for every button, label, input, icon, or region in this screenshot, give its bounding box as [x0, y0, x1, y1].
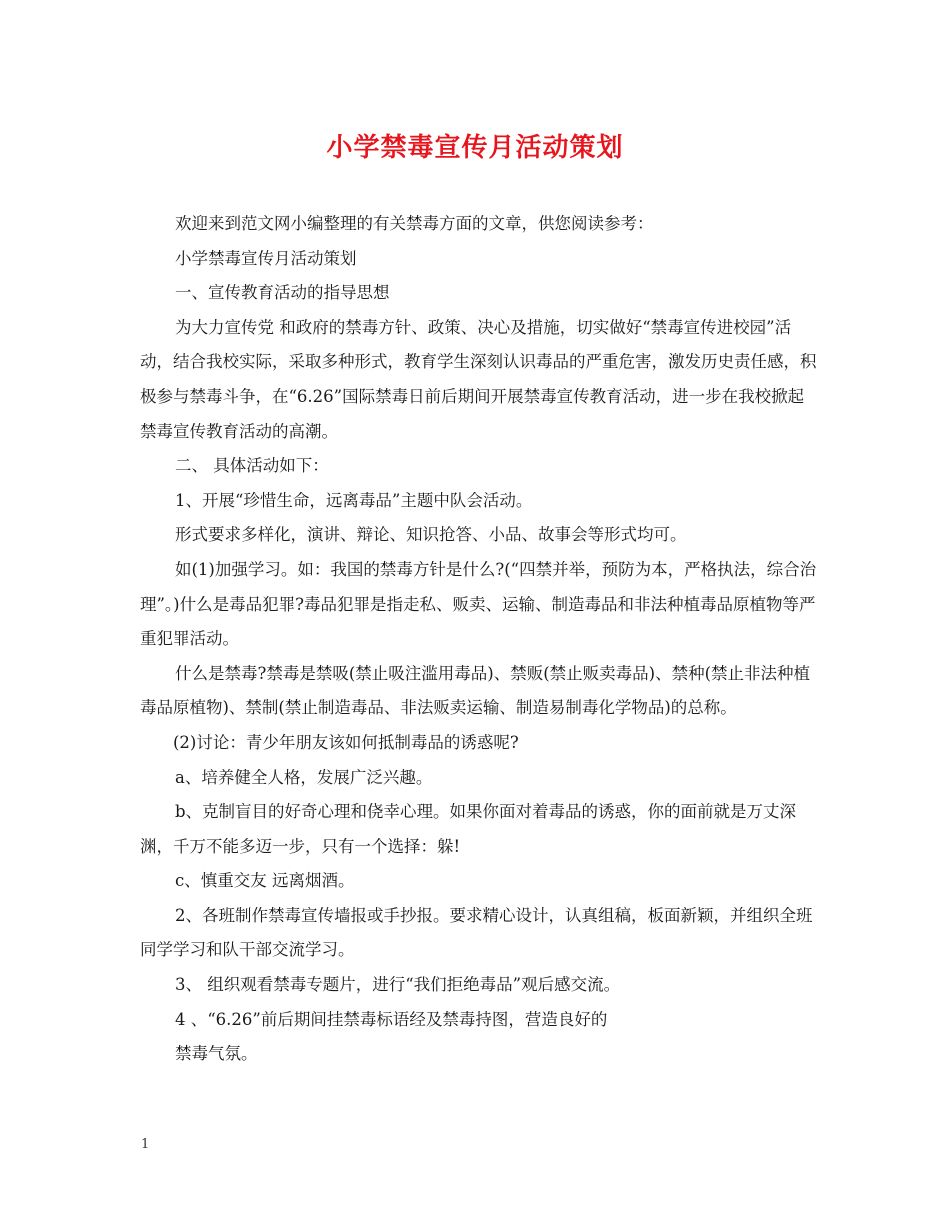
list-item-c: c、慎重交友 远离烟酒。: [175, 871, 355, 891]
document-title: 小学禁毒宣传月活动策划: [326, 133, 624, 163]
list-item-3: 3、 组织观看禁毒专题片，进行“我们拒绝毒品”观后感交流。: [175, 975, 621, 995]
paragraph-guiding-thought: 为大力宣传党 和政府的禁毒方针、政策、决心及措施，切实做好“禁毒宣传进校园”活动，结合我校实际，采取多种形式，教育学生深刻认识毒品的严重危害，激发历史责任感，积极参与禁毒斗争，在“6.26”国际禁毒日前后期间开展禁毒宣传教育活动，进一步在我校掀起禁毒宣传教育活动的高潮。: [140, 317, 817, 441]
list-item-2: 2、各班制作禁毒宣传墙报或手抄报。要求精心设计，认真组稿，板面新颖，并组织全班同学学习和队干部交流学习。: [140, 905, 813, 960]
document-body: [140, 207, 820, 1072]
section-heading-1: 一、宣传教育活动的指导思想: [175, 283, 390, 303]
paragraph-subtitle: 小学禁毒宣传月活动策划: [175, 248, 357, 268]
section-heading-2: 二、 具体活动如下：: [175, 456, 329, 476]
list-item-b: b、克制盲目的好奇心理和侥幸心理。如果你面对着毒品的诱惑，你的面前就是万丈深渊，千万不能多迈一步，只有一个选择：躲!: [140, 802, 797, 856]
list-item-a: a、培养健全人格，发展广泛兴趣。: [175, 767, 433, 787]
paragraph-intro: 欢迎来到范文网小编整理的有关禁毒方面的文章，供您阅读参考：: [175, 214, 654, 233]
list-item-1: 1、开展“珍惜生命，远离毒品”主题中队会活动。: [175, 490, 533, 510]
paragraph-definition: 什么是禁毒?禁毒是禁吸(禁止吸注滥用毒品)、禁贩(禁止贩卖毒品)、禁种(禁止非法种植毒品原植物)、禁制(禁止制造毒品、非法贩卖运输、制造易制毒化学物品)的总称。: [140, 663, 811, 718]
paragraph-discussion: (2)讨论：青少年朋友该如何抵制毒品的诱惑呢?: [173, 732, 519, 752]
page-number: 1: [141, 1137, 150, 1152]
paragraph-format: 形式要求多样化，演讲、辩论、知识抢答、小品、故事会等形式均可。: [175, 525, 687, 545]
list-item-4-continued: 禁毒气氛。: [175, 1044, 258, 1064]
paragraph-study: 如(1)加强学习。如：我国的禁毒方针是什么?(“四禁并举，预防为本，严格执法，综合治理”。)什么是毒品犯罪?毒品犯罪是指走私、贩卖、运输、制造毒品和非法种植毒品原植物等严重犯罪活动。: [140, 559, 817, 649]
list-item-4: 4 、“6.26”前后期间挂禁毒标语经及禁毒持图，营造良好的: [175, 1009, 608, 1029]
